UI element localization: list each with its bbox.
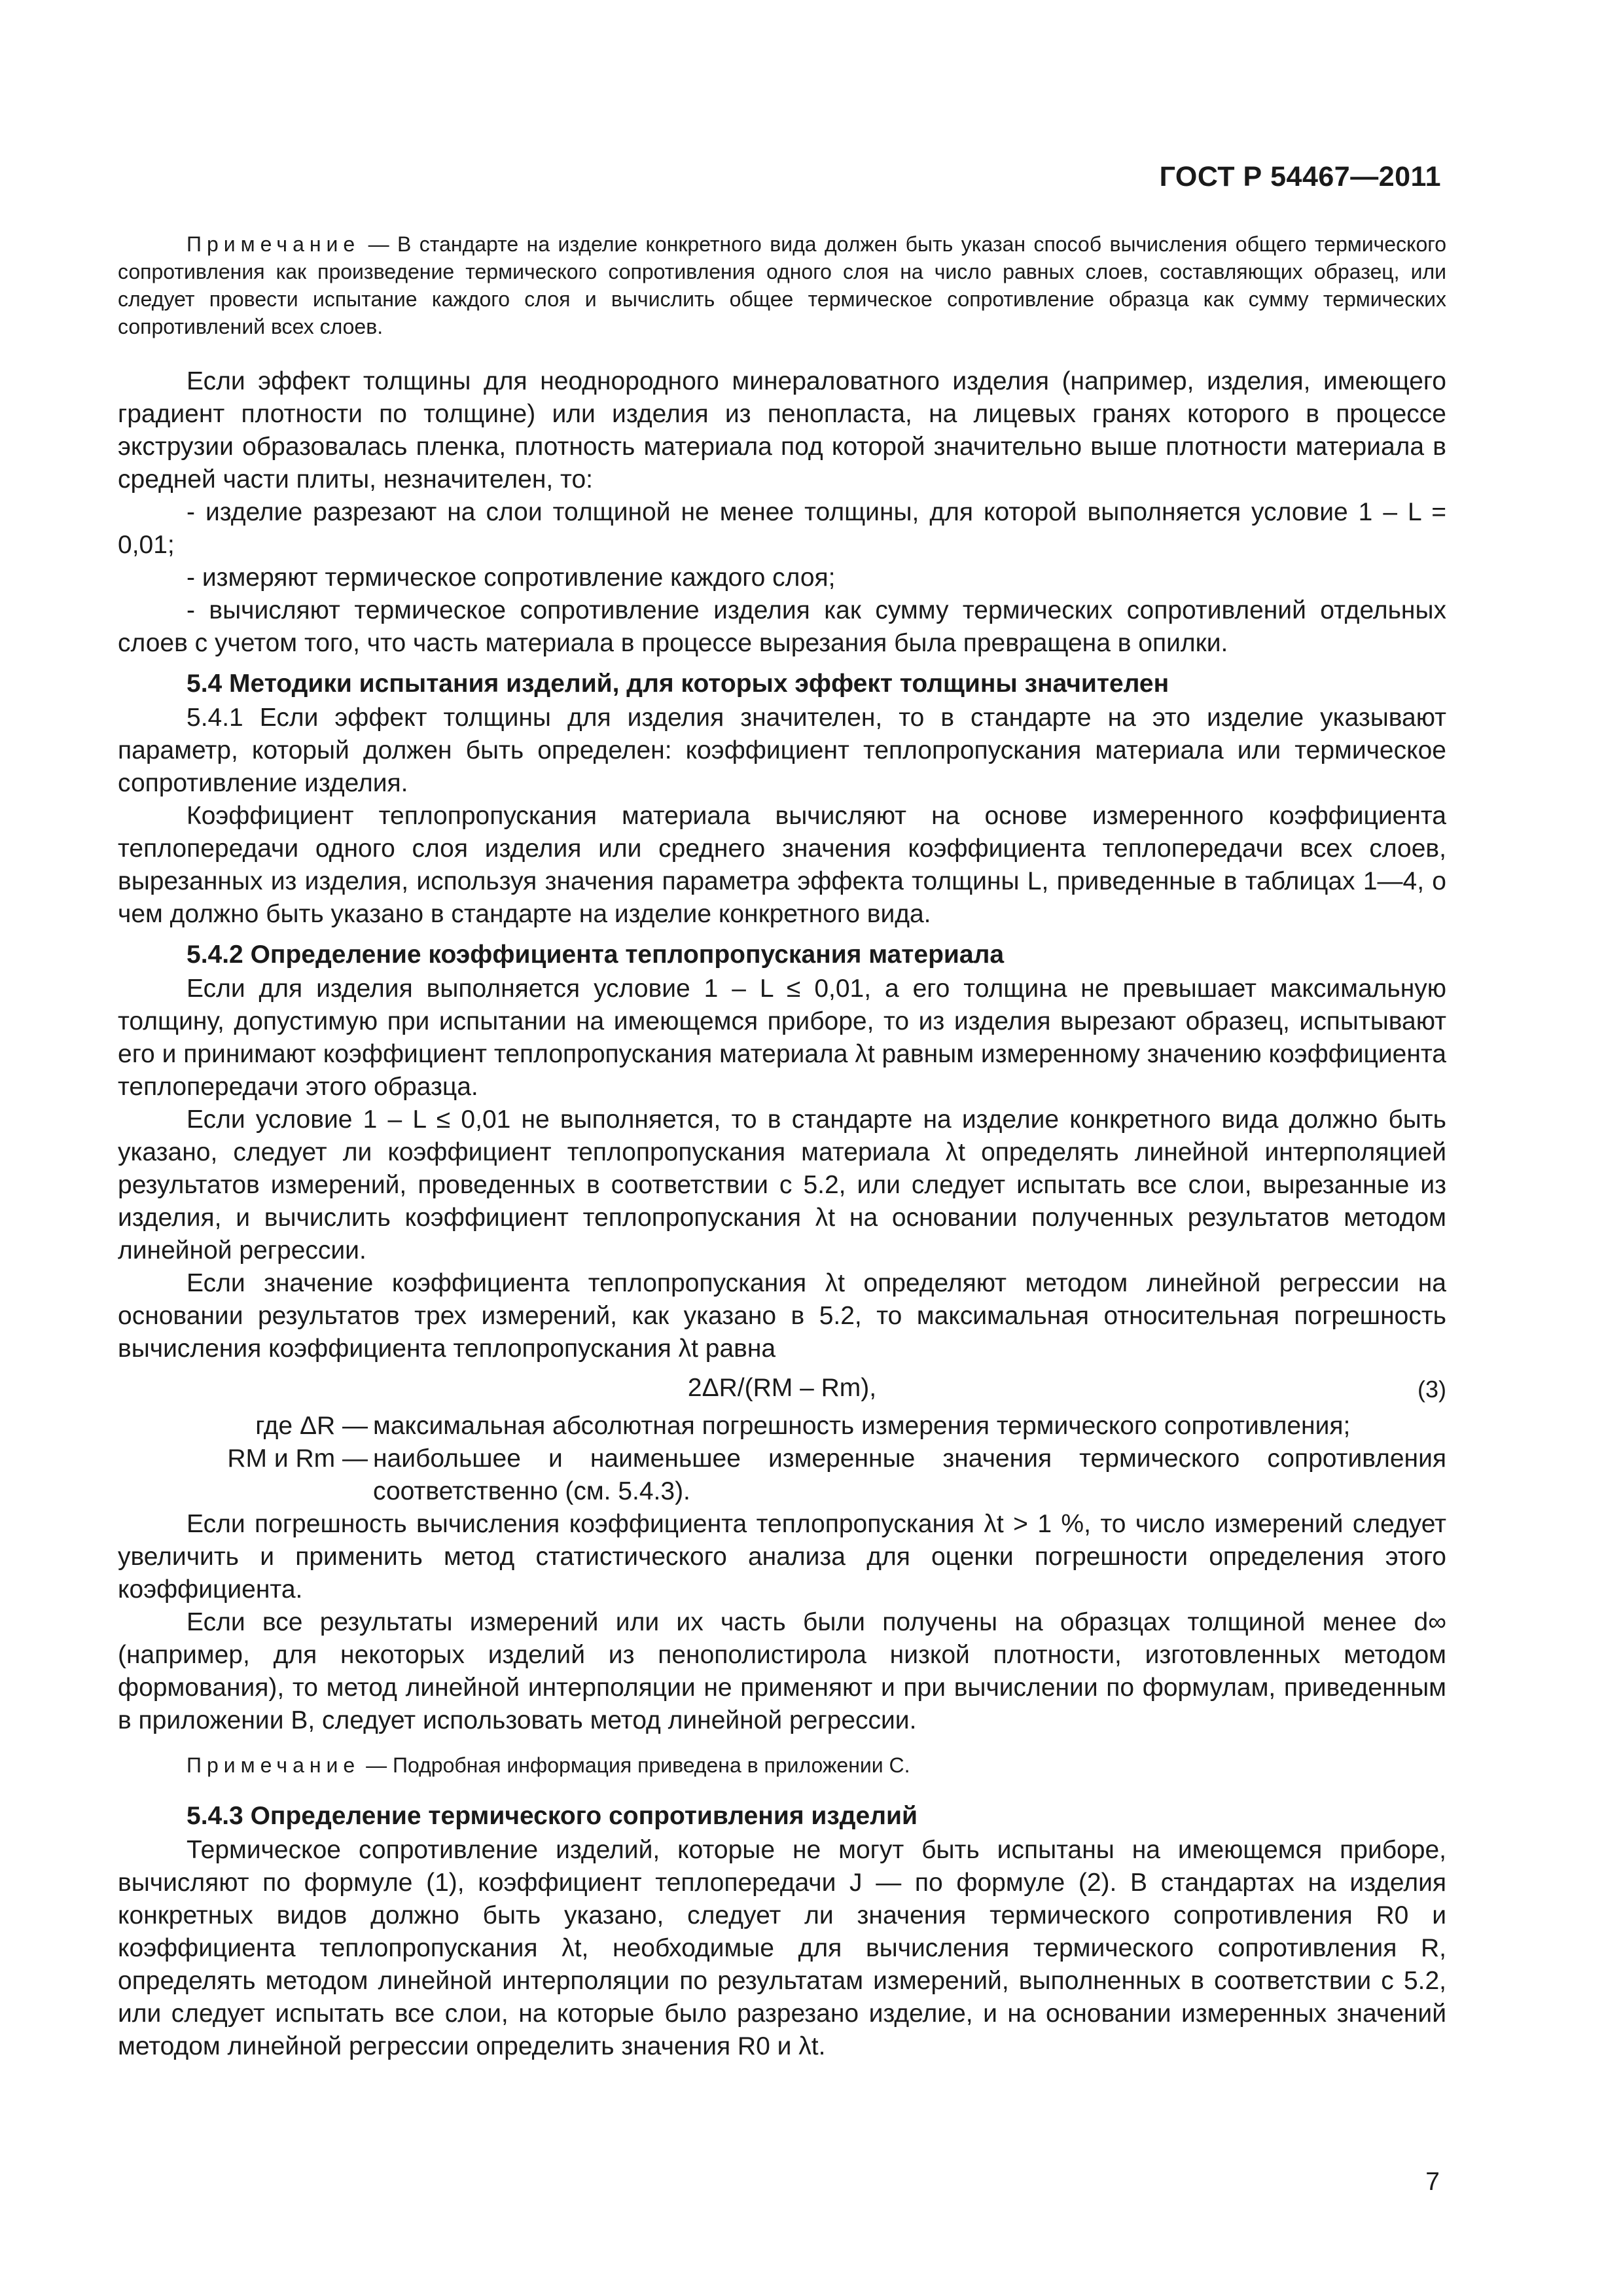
- formula-row: [118, 1369, 1446, 1407]
- paragraph: Если погрешность вычисления коэффициента теплопропускания λt > 1 %, то число измерений следует увеличить и применить метод статистического анализа для оценки погрешности определения этого коэффициента.: [118, 1510, 1446, 1604]
- note-label: Примечание: [187, 232, 361, 256]
- list-item: - изделие разрезают на слои толщиной не менее толщины, для которой выполняется условие 1 – L = 0,01;: [118, 498, 1446, 559]
- section-heading: 5.4 Методики испытания изделий, для которых эффект толщины значителен: [187, 670, 1169, 698]
- note-label: Примечание: [187, 1753, 361, 1777]
- document-header: ГОСТ Р 54467—2011: [1159, 161, 1441, 192]
- section-heading: 5.4.3 Определение термического сопротивления изделий: [187, 1802, 918, 1830]
- note-paragraph: [118, 1751, 1446, 1779]
- paragraph: 5.4.1 Если эффект толщины для изделия значителен, то в стандарте на это изделие указывают параметр, который должен быть определен: коэффициент теплопропускания материала или термическое сопротивление изделия.: [118, 704, 1446, 797]
- paragraph: Коэффициент теплопропускания материала вычисляют на основе измеренного коэффициента теплопередачи одного слоя изделия или среднего значения коэффициента теплопередачи всех слоев, вырезанных из изделия, используя значения параметра эффекта толщины L, приведенные в таблицах 1—4, о чем должно быть указано в стандарте на изделие конкретного вида.: [118, 802, 1446, 928]
- formula: 2ΔR/(RM – Rm),: [687, 1374, 877, 1402]
- page-number: 7: [1425, 2168, 1440, 2196]
- definition-text: наибольшее и наименьшее измеренные значения термического сопротивления соответственно (см. 5.4.3).: [373, 1444, 1446, 1505]
- note-text: — Подробная информация приведена в приложении С.: [360, 1753, 910, 1777]
- document-body: [118, 230, 1446, 2063]
- definitions: [118, 1410, 1446, 1508]
- note-text: — В стандарте на изделие конкретного вида должен быть указан способ вычисления общего термического сопротивления как произведение термического сопротивления одного слоя на число равных слоев, составляющих образец, или следует провести испытание каждого слоя и вычислить общее термическое сопротивление образца как сумму термических сопротивлений всех слоев.: [118, 232, 1446, 338]
- definition-term: где ΔR —: [255, 1412, 368, 1440]
- paragraph: Если значение коэффициента теплопропускания λt определяют методом линейной регрессии на основании результатов трех измерений, как указано в 5.2, то максимальная относительная погрешность вычисления коэффициента теплопропускания λt равна: [118, 1269, 1446, 1363]
- paragraph: Если все результаты измерений или их часть были получены на образцах толщиной менее d∞ (например, для некоторых изделий из пенополистирола низкой плотности, изготовленных методом формования), то метод линейной интерполяции не применяют и при вычислении по формулам, приведенным в приложении В, следует использовать метод линейной регрессии.: [118, 1608, 1446, 1734]
- definition-term: RM и Rm —: [227, 1444, 368, 1473]
- paragraph: Если для изделия выполняется условие 1 – L ≤ 0,01, а его толщина не превышает максимальную толщину, допустимую при испытании на имеющемся приборе, то из изделия вырезают образец, испытывают его и принимают коэффициент теплопропускания материала λt равным измеренному значению коэффициента теплопередачи этого образца.: [118, 975, 1446, 1101]
- list-item: - измеряют термическое сопротивление каждого слоя;: [187, 564, 836, 592]
- paragraph: Термическое сопротивление изделий, которые не могут быть испытаны на имеющемся приборе, вычисляют по формуле (1), коэффициент теплопередачи J — по формуле (2). В стандартах на изделия конкретных видов должно быть указано, следует ли значения термического сопротивления R0 и коэффициента теплопропускания λt, необходимые для вычисления термического сопротивления R, определять методом линейной интерполяции по результатам измерений, выполненных в соответствии с 5.2, или следует испытать все слои, на которые было разрезано изделие, и на основании измеренных значений методом линейной регрессии определить значения R0 и λt.: [118, 1836, 1446, 2060]
- formula-number: (3): [1418, 1376, 1446, 1403]
- definition-row: [118, 1443, 1446, 1508]
- paragraph: Если эффект толщины для неоднородного минераловатного изделия (например, изделия, имеющего градиент плотности по толщине) или изделия из пенопласта, на лицевых гранях которого в процессе экструзии образовалась пленка, плотность материала под которой значительно выше плотности материала в средней части плиты, незначителен, то:: [118, 367, 1446, 493]
- definition-text: максимальная абсолютная погрешность измерения термического сопротивления;: [373, 1412, 1351, 1440]
- paragraph: Если условие 1 – L ≤ 0,01 не выполняется, то в стандарте на изделие конкретного вида должно быть указано, следует ли коэффициент теплопропускания материала λt определять линейной интерполяцией результатов измерений, проведенных в соответствии с 5.2, или следует испытать все слои, вырезанные из изделия, и вычислить коэффициент теплопропускания λt на основании полученных результатов методом линейной регрессии.: [118, 1105, 1446, 1265]
- definition-row: [118, 1410, 1446, 1443]
- list-item: - вычисляют термическое сопротивление изделия как сумму термических сопротивлений отдельных слоев с учетом того, что часть материала в процессе вырезания была превращена в опилки.: [118, 596, 1446, 657]
- note-paragraph: [118, 230, 1446, 340]
- section-heading: 5.4.2 Определение коэффициента теплопропускания материала: [187, 941, 1005, 969]
